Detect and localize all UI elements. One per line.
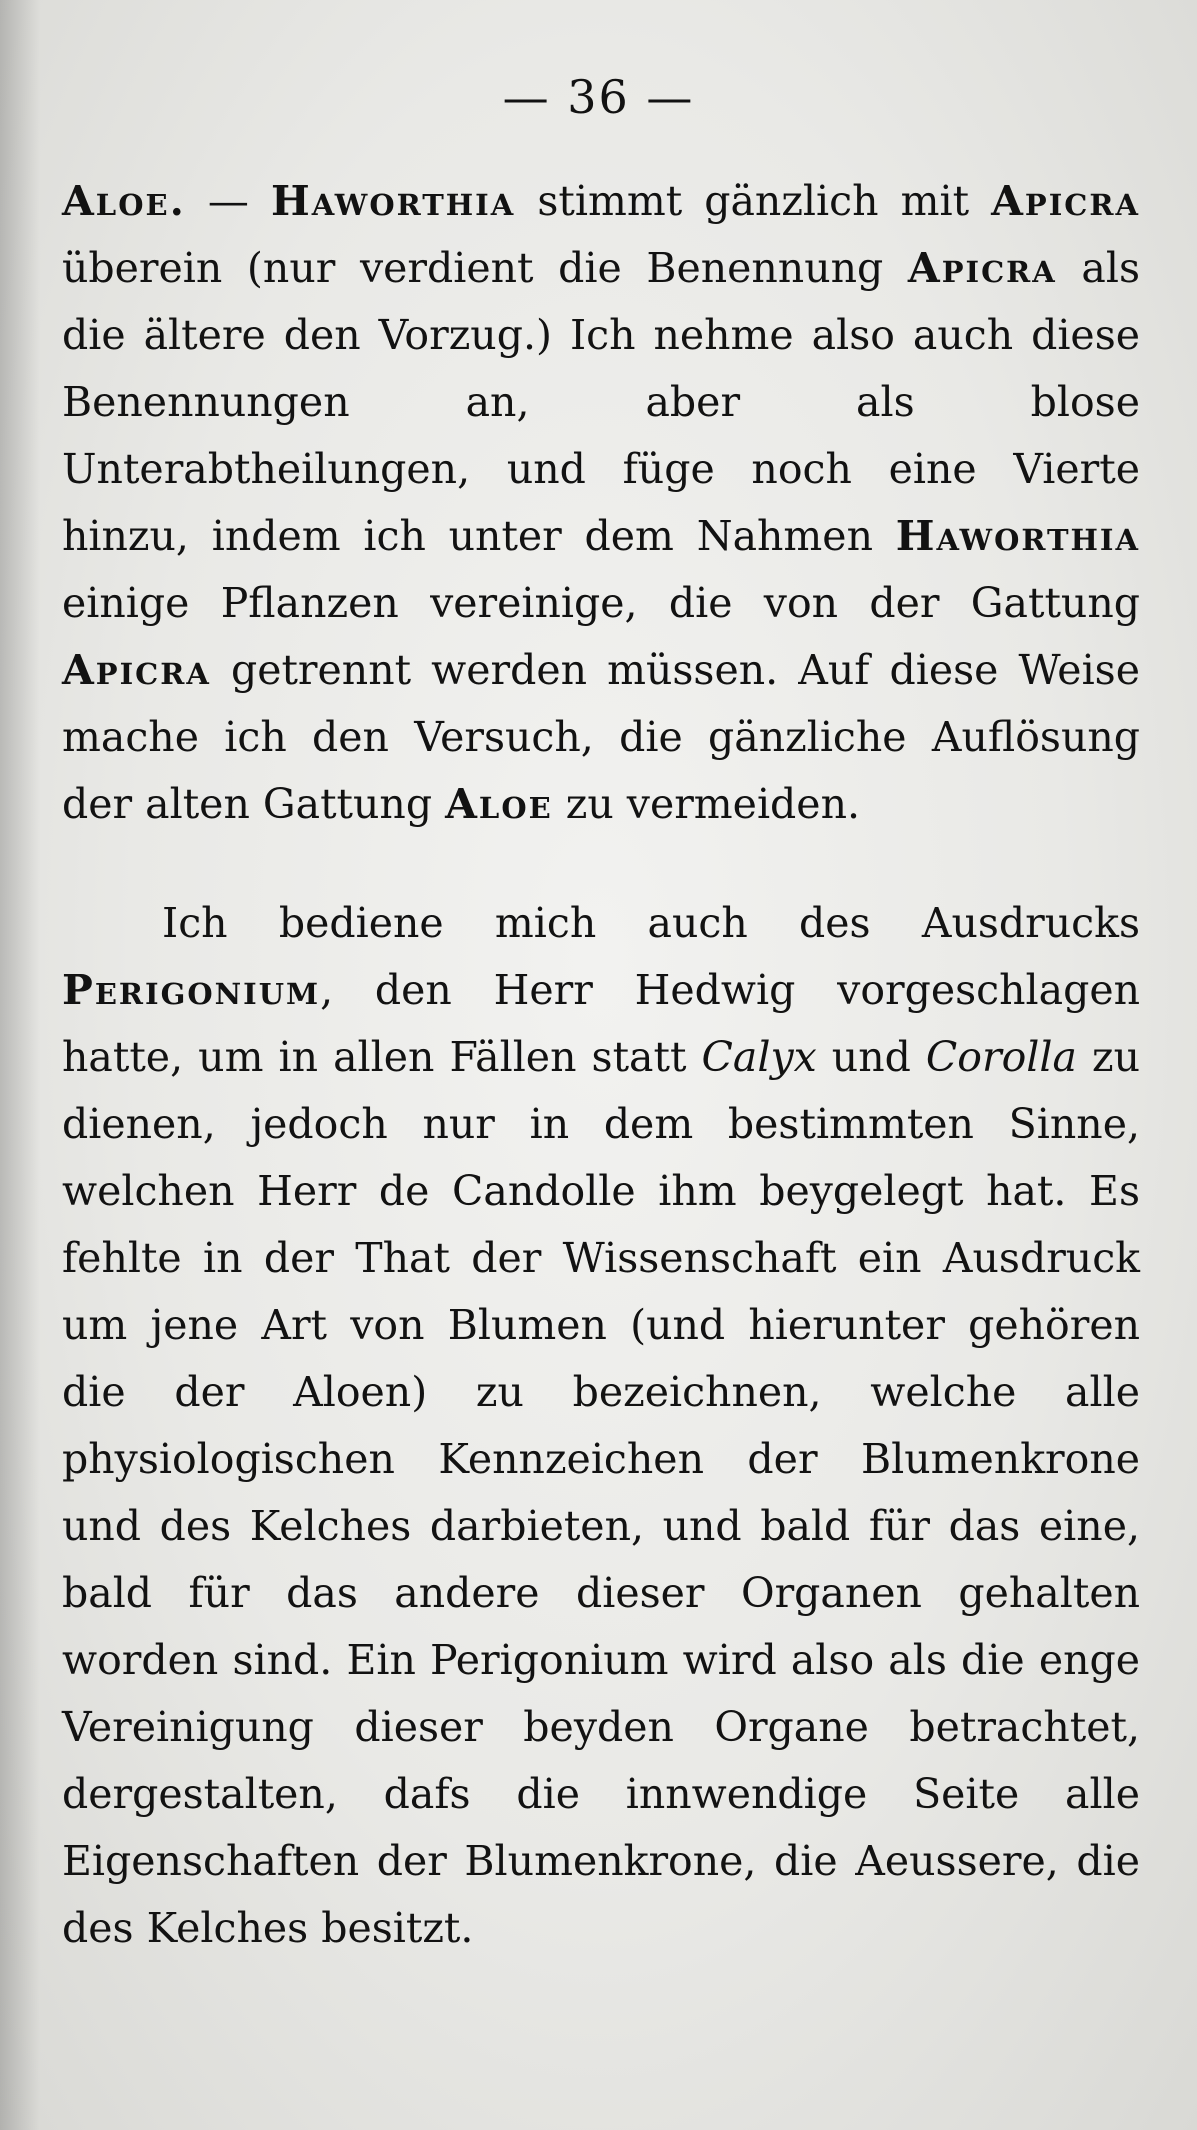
para2-run: Perigonium [62, 966, 321, 1014]
para1-run: Apicra [991, 177, 1140, 225]
para1-run: einige Pflanzen vereinige, die von der Gattung [62, 579, 1140, 627]
para1-run: getrennt werden müssen. Auf diese Weise mache ich den Versuch, die gänzliche Auflösung der alten Gattung [62, 646, 1140, 828]
page-number: — 36 — [502, 70, 695, 124]
para1-run: Apicra [62, 646, 211, 694]
page-gutter-shadow [0, 0, 40, 2130]
para1-run: Haworthia [895, 512, 1140, 560]
para1-run: stimmt gänzlich mit [515, 177, 992, 225]
paragraph-2 [62, 890, 1140, 1962]
para1-run: Aloe [445, 780, 553, 828]
para2-run: Ich bediene mich auch des Ausdrucks [162, 899, 1140, 947]
para1-run: zu vermeiden. [552, 780, 861, 828]
para2-run: Calyx [701, 1033, 817, 1081]
para1-run: als die ältere den Vorzug.) Ich nehme also auch diese Benennungen an, aber als blose Unterabtheilungen, und füge noch eine Vierte hinzu, indem ich unter dem Nahmen [62, 244, 1140, 560]
para1-run: Aloe. [62, 177, 186, 225]
para2-run: zu dienen, jedoch nur in dem bestimmten Sinne, welchen Herr de Candolle ihm beygelegt hat. Es fehlte in der That der Wissenschaft ein Ausdruck um jene Art von Blumen (und hierunter gehören die der Aloen) zu bezeichnen, welche alle physiologischen Kennzeichen der Blumenkrone und des Kelches darbieten, und bald für das eine, bald für das andere dieser Organen gehalten worden sind. Ein Perigonium wird also als die enge Vereinigung dieser beyden Organe betrachtet, dergestalten, dafs die innwendige Seite alle Eigenschaften der Blumenkrone, die Aeussere, die des Kelches besitzt. [62, 1033, 1141, 1952]
para2-run: Corolla [925, 1033, 1077, 1081]
paragraph-1 [62, 168, 1140, 838]
para2-run: , den Herr Hedwig vorgeschlagen hatte, um in allen Fällen statt [62, 966, 1140, 1081]
para1-run: — [185, 177, 271, 225]
para1-run: überein (nur verdient die Benennung [62, 244, 908, 292]
para1-run: Haworthia [270, 177, 516, 225]
para2-run: und [816, 1033, 926, 1081]
page-body [62, 168, 1140, 1962]
para1-run: Apicra [907, 244, 1057, 292]
